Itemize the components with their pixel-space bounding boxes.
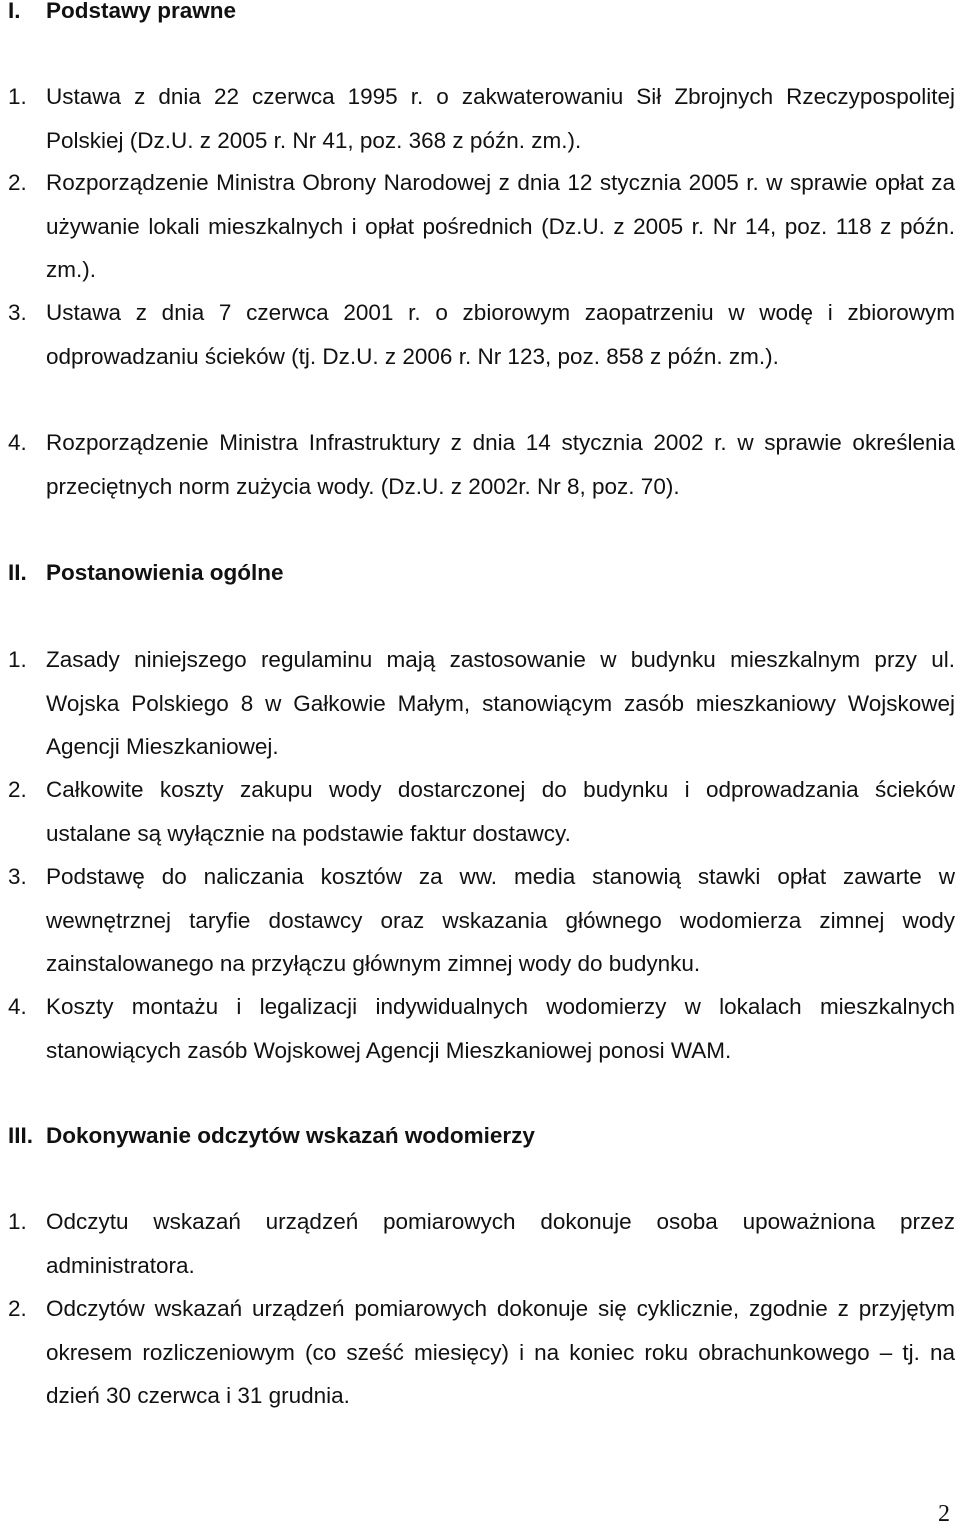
list-item (8, 75, 955, 162)
list-item (8, 161, 955, 292)
item-number: 1. (8, 647, 27, 672)
page-number: 2 (938, 1501, 950, 1527)
section-number: II. (8, 560, 27, 585)
item-number: 2. (8, 777, 27, 802)
list-item (8, 855, 955, 986)
section-number: III. (8, 1123, 34, 1148)
item-number: 1. (8, 1209, 27, 1234)
list-item (8, 985, 955, 1072)
section-heading-1 (8, 0, 236, 26)
item-text: Rozporządzenie Ministra Infrastruktury z dnia 14 stycznia 2002 r. w sprawie określenia przeciętnych norm zużycia wody. (Dz.U. z 2002r. Nr 8, poz. 70). (46, 430, 955, 499)
item-text: Koszty montażu i legalizacji indywidualnych wodomierzy w lokalach mieszkalnych stanowiących zasób Wojskowej Agencji Mieszkaniowej ponosi WAM. (46, 994, 955, 1063)
list-item (8, 421, 955, 508)
item-number: 4. (8, 994, 27, 1019)
section-title: Podstawy prawne (46, 0, 237, 23)
section-number: I. (8, 0, 21, 23)
section-heading-3 (8, 1121, 535, 1151)
section-title: Postanowienia ogólne (46, 560, 284, 585)
item-number: 4. (8, 430, 27, 455)
item-number: 3. (8, 864, 27, 889)
list-item (8, 768, 955, 855)
list-item (8, 638, 955, 769)
list-item (8, 1200, 955, 1287)
item-text: Całkowite koszty zakupu wody dostarczonej do budynku i odprowadzania ścieków ustalane są wyłącznie na podstawie faktur dostawcy. (46, 777, 955, 846)
item-text: Ustawa z dnia 22 czerwca 1995 r. o zakwaterowaniu Sił Zbrojnych Rzeczypospolitej Polskiej (Dz.U. z 2005 r. Nr 41, poz. 368 z późn. zm.). (46, 84, 955, 153)
item-text: Odczytu wskazań urządzeń pomiarowych dokonuje osoba upoważniona przez administratora. (46, 1209, 955, 1278)
item-text: Ustawa z dnia 7 czerwca 2001 r. o zbiorowym zaopatrzeniu w wodę i zbiorowym odprowadzaniu ścieków (tj. Dz.U. z 2006 r. Nr 123, poz. 858 z późn. zm.). (46, 300, 955, 369)
section-heading-2 (8, 558, 284, 588)
item-number: 2. (8, 1296, 27, 1321)
list-item (8, 1287, 955, 1418)
item-number: 2. (8, 170, 27, 195)
item-number: 3. (8, 300, 27, 325)
item-text: Rozporządzenie Ministra Obrony Narodowej z dnia 12 stycznia 2005 r. w sprawie opłat za używanie lokali mieszkalnych i opłat pośrednich (Dz.U. z 2005 r. Nr 14, poz. 118 z późn. zm.). (46, 170, 955, 282)
section-title: Dokonywanie odczytów wskazań wodomierzy (46, 1123, 535, 1148)
list-item (8, 291, 955, 378)
item-text: Podstawę do naliczania kosztów za ww. media stanowią stawki opłat zawarte w wewnętrznej taryfie dostawcy oraz wskazania głównego wodomierza zimnej wody zainstalowanego na przyłączu głównym zimnej wody do budynku. (46, 864, 955, 976)
item-text: Zasady niniejszego regulaminu mają zastosowanie w budynku mieszkalnym przy ul. Wojska Polskiego 8 w Gałkowie Małym, stanowiącym zasób mieszkaniowy Wojskowej Agencji Mieszkaniowej. (46, 647, 955, 759)
item-text: Odczytów wskazań urządzeń pomiarowych dokonuje się cyklicznie, zgodnie z przyjętym okresem rozliczeniowym (co sześć miesięcy) i na koniec roku obrachunkowego – tj. na dzień 30 czerwca i 31 grudnia. (46, 1296, 955, 1408)
item-number: 1. (8, 84, 27, 109)
